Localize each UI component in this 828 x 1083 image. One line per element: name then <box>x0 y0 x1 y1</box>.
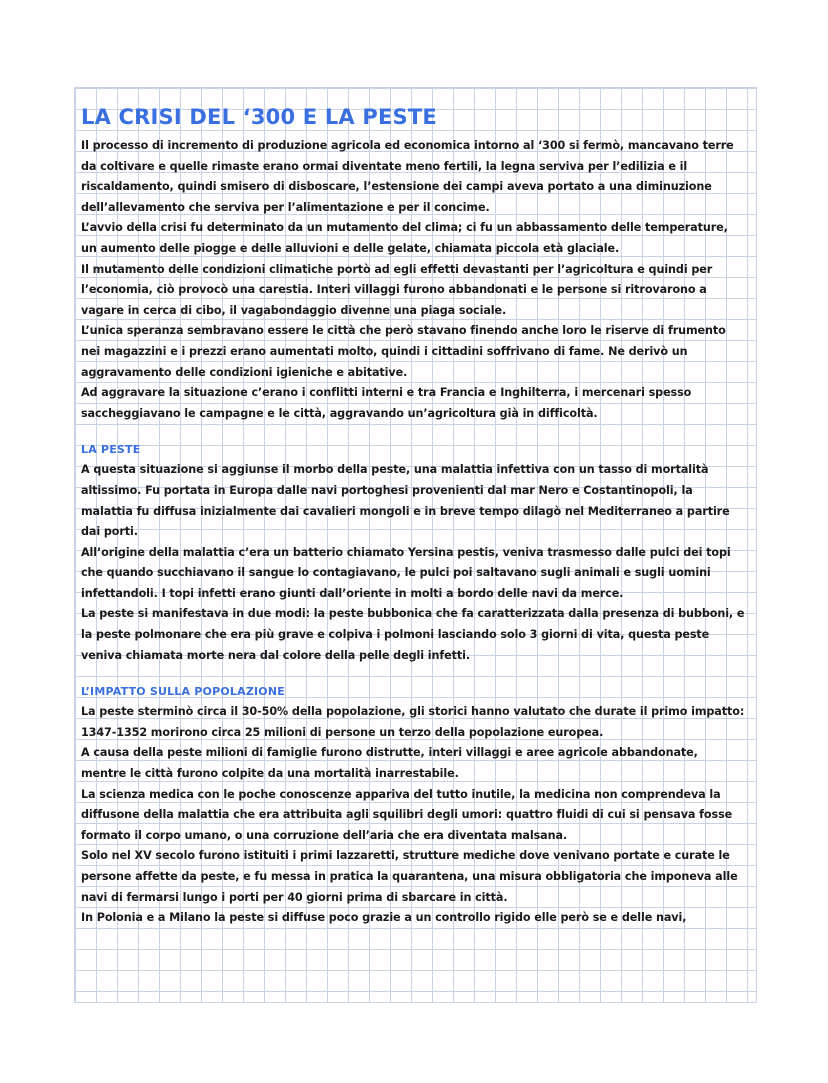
peste-paragraph-2: All’origine della malattia c’era un batterio chiamato Yersina pestis, veniva trasmesso dalle pulci dei topi che quando succhiavano il sangue lo contagiavano, le pulci poi saltavano sugli animali e sugli uomini infettandoli. I topi infetti erano giunti dall’oriente in molti a bordo delle navi da merce. <box>81 545 731 600</box>
intro-paragraph-4: L’unica speranza sembravano essere le città che però stavano finendo anche loro le riserve di frumento nei magazzini e i prezzi erano aumentati molto, quindi i cittadini soffrivano di fame. Ne derivò un aggravamento delle condizioni igieniche e abitative. <box>81 324 726 379</box>
intro-paragraph-5: Ad aggravare la situazione c’erano i conflitti interni e tra Francia e Inghilterra, i mercenari spesso saccheggiavano le campagne e le città, aggravando un’agricoltura già in difficoltà. <box>81 386 692 420</box>
impatto-paragraph-2: A causa della peste milioni di famiglie furono distrutte, interi villaggi e aree agricole abbandonate, mentre le città furono colpite da una mortalità inarrestabile. <box>81 746 698 781</box>
impatto-paragraph-4: Solo nel XV secolo furono istituiti i primi lazzaretti, strutture mediche dove venivano portate e curate le persone affette da peste, e fu messa in pratica la quarantena, una misura obbligatoria che imponeva alle navi di fermarsi lungo i porti per 40 giorni prima di sbarcare in città. <box>81 849 738 904</box>
section-heading-peste: LA PESTE <box>81 443 141 457</box>
intro-paragraph-1: Il processo di incremento di produzione agricola ed economica intorno al ‘300 si fermò, mancavano terre da coltivare e quelle rimaste erano ormai diventate meno fertili, la legna serviva per l’edilizia e il riscaldamento, quindi smisero di disboscare, l’estensione dei campi aveva portato a una diminuzione dell’allevamento che serviva per l’alimentazione e per il concime. <box>81 139 734 214</box>
page-title: LA CRISI DEL ‘300 E LA PESTE <box>81 105 437 129</box>
peste-paragraph-3: La peste si manifestava in due modi: la peste bubbonica che fa caratterizzata dalla presenza di bubboni, e la peste polmonare che era più grave e colpiva i polmoni lasciando solo 3 giorni di vita, questa peste veniva chiamata morte nera dal colore della pelle degli infetti. <box>81 607 745 662</box>
impatto-paragraph-3: La scienza medica con le poche conoscenze appariva del tutto inutile, la medicina non comprendeva la diffusone della malattia che era attribuita agli squilibri degli umori: quattro fluidi di cui si pensava fosse formato il corpo umano, o una corruzione dell’aria che era diventata malsana. <box>81 787 733 842</box>
peste-paragraph-1: A questa situazione si aggiunse il morbo della peste, una malattia infettiva con un tasso di mortalità altissimo. Fu portata in Europa dalle navi portoghesi provenienti dal mar Nero e Costantinopoli, la malattia fu diffusa inizialmente dai cavalieri mongoli e in breve tempo dilagò nel Mediterraneo a partire dai porti. <box>81 463 730 539</box>
impatto-paragraph-1: La peste sterminò circa il 30-50% della popolazione, gli storici hanno valutato che durate il primo impatto: 1347-1352 morirono circa 25 milioni di persone un terzo della popolazione europea. <box>81 705 745 739</box>
impatto-paragraph-5: In Polonia e a Milano la peste si diffuse poco grazie a un controllo rigido elle però se e delle navi, <box>81 911 687 925</box>
intro-paragraph-2: L’avvio della crisi fu determinato da un mutamento del clima; ci fu un abbassamento delle temperature, un aumento delle piogge e delle alluvioni e delle gelate, chiamata piccola età glaciale. <box>81 221 728 255</box>
notes-content <box>81 104 746 929</box>
section-heading-impatto: L’IMPATTO SULLA POPOLAZIONE <box>81 685 285 699</box>
intro-paragraph-3: Il mutamento delle condizioni climatiche portò ad egli effetti devastanti per l’agricoltura e quindi per l’economia, ciò provocò una carestia. Interi villaggi furono abbandonati e le persone si ritrovarono a vagare in cerca di cibo, il vagabondaggio divenne una piaga sociale. <box>81 262 713 317</box>
